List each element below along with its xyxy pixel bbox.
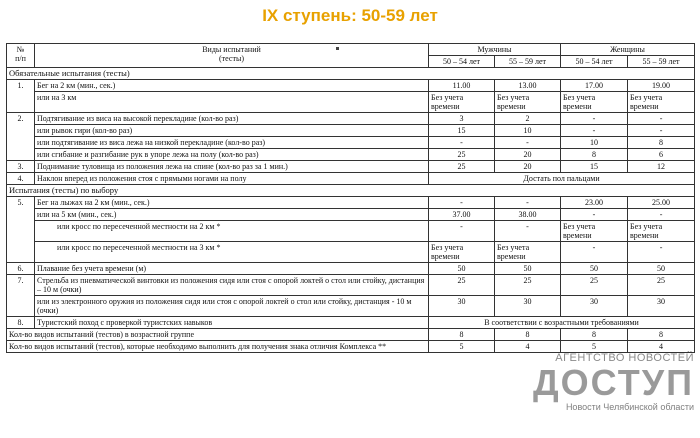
row-num: 5. — [7, 197, 35, 263]
row-num: 8. — [7, 317, 35, 329]
value-m1: Без учета времени — [429, 92, 495, 113]
value-w2: - — [628, 125, 695, 137]
value-m1: 50 — [429, 263, 495, 275]
test-name: или на 5 км (мин., сек.) — [35, 209, 429, 221]
table-row — [7, 221, 695, 242]
value-m1: 11.00 — [429, 80, 495, 92]
table-row — [7, 80, 695, 92]
header-m2: 55 – 59 лет — [495, 56, 561, 68]
header-m1: 50 – 54 лет — [429, 56, 495, 68]
header-women: Женщины — [561, 44, 695, 56]
header-w1: 50 – 54 лет — [561, 56, 628, 68]
test-name: или сгибание и разгибание рук в упоре лежа на полу (кол-во раз) — [35, 149, 429, 161]
value-w2: 30 — [628, 296, 695, 317]
value-m2: 2 — [495, 113, 561, 125]
table-row — [7, 341, 695, 353]
header-num: № п/п — [7, 44, 35, 68]
value-w1: 30 — [561, 296, 628, 317]
value-w2: - — [628, 113, 695, 125]
value-w1: - — [561, 113, 628, 125]
test-name: или на 3 км — [35, 92, 429, 113]
value-m1: 3 — [429, 113, 495, 125]
value-w1: 5 — [561, 341, 628, 353]
value-m2: 25 — [495, 275, 561, 296]
test-name: или из электронного оружия из положения сидя или стоя с опорой локтей о стол или стойку, дистанция - 10 м (очки) — [35, 296, 429, 317]
value-m2: 4 — [495, 341, 561, 353]
value-m1: - — [429, 197, 495, 209]
header-men: Мужчины — [429, 44, 561, 56]
test-name: Бег на лыжах на 2 км (мин., сек.) — [35, 197, 429, 209]
table-row — [7, 149, 695, 161]
test-name: Бег на 2 км (мин., сек.) — [35, 80, 429, 92]
value-w1: - — [561, 242, 628, 263]
value-m1: 30 — [429, 296, 495, 317]
value-w1: - — [561, 125, 628, 137]
news-agency-watermark — [504, 352, 694, 412]
test-name: Туристский поход с проверкой туристских навыков — [35, 317, 429, 329]
value-m1: - — [429, 137, 495, 149]
header-row-1 — [7, 44, 695, 56]
test-name: Стрельба из пневматической винтовки из положения сидя или стоя с опорой локтей о стол или стойку, дистанция – 10 м (очки) — [35, 275, 429, 296]
value-m1: Без учета времени — [429, 242, 495, 263]
row-num: 2. — [7, 113, 35, 161]
value-w1: 10 — [561, 137, 628, 149]
value-m2: 8 — [495, 329, 561, 341]
value-w1: 8 — [561, 149, 628, 161]
table-row — [7, 197, 695, 209]
test-name: Кол-во видов испытаний (тестов), которые необходимо выполнить для получения знака отличия Комплекса ** — [7, 341, 429, 353]
value-m1: 15 — [429, 125, 495, 137]
value-m2: Без учета времени — [495, 242, 561, 263]
table-row — [7, 209, 695, 221]
row-num: 3. — [7, 161, 35, 173]
value-m2: - — [495, 221, 561, 242]
table-row — [7, 125, 695, 137]
test-name: Кол-во видов испытаний (тестов) в возрастной группе — [7, 329, 429, 341]
value-m1: 25 — [429, 275, 495, 296]
value-w2: 8 — [628, 137, 695, 149]
value-m2: 50 — [495, 263, 561, 275]
value-m1: 5 — [429, 341, 495, 353]
section-label: Обязательные испытания (тесты) — [7, 68, 695, 80]
value-m2: - — [495, 137, 561, 149]
value-m1: - — [429, 221, 495, 242]
table-row — [7, 317, 695, 329]
value-m2: 10 — [495, 125, 561, 137]
value-m1: 8 — [429, 329, 495, 341]
value-w2: 19.00 — [628, 80, 695, 92]
section-mandatory — [7, 68, 695, 80]
row-num: 7. — [7, 275, 35, 317]
value-w1: - — [561, 209, 628, 221]
value-m1: 25 — [429, 161, 495, 173]
value-w2: - — [628, 209, 695, 221]
test-name: Подтягивание из виса на высокой перекладине (кол-во раз) — [35, 113, 429, 125]
value-m2: 38.00 — [495, 209, 561, 221]
value-w1: 8 — [561, 329, 628, 341]
value-w1: Без учета времени — [561, 221, 628, 242]
test-name: Плавание без учета времени (м) — [35, 263, 429, 275]
table-row — [7, 113, 695, 125]
value-m2: - — [495, 197, 561, 209]
value-w2: 25 — [628, 275, 695, 296]
test-name: или кросс по пересеченной местности на 2 км * — [35, 221, 429, 242]
table-row — [7, 92, 695, 113]
value-w2: - — [628, 242, 695, 263]
section-optional — [7, 185, 695, 197]
table-row — [7, 137, 695, 149]
value-m2: Без учета времени — [495, 92, 561, 113]
test-name: Поднимание туловища из положения лежа на спине (кол-во раз за 1 мин.) — [35, 161, 429, 173]
value-w2: 50 — [628, 263, 695, 275]
value-w2: 12 — [628, 161, 695, 173]
value-w2: Без учета времени — [628, 92, 695, 113]
table-row — [7, 275, 695, 296]
value-w1: 50 — [561, 263, 628, 275]
table-row — [7, 173, 695, 185]
value-all: В соответствии с возрастными требованиями — [429, 317, 695, 329]
row-num: 4. — [7, 173, 35, 185]
value-w2: 8 — [628, 329, 695, 341]
test-name: или подтягивание из виса лежа на низкой перекладине (кол-во раз) — [35, 137, 429, 149]
test-name: или рывок гири (кол-во раз) — [35, 125, 429, 137]
value-m2: 13.00 — [495, 80, 561, 92]
page-title: IX ступень: 50-59 лет — [262, 6, 438, 25]
value-m1: 25 — [429, 149, 495, 161]
table-row — [7, 296, 695, 317]
value-m2: 20 — [495, 161, 561, 173]
watermark-subtitle: Новости Челябинской области — [565, 402, 694, 412]
value-w1: 25 — [561, 275, 628, 296]
norms-table — [6, 43, 695, 353]
value-all: Достать пол пальцами — [429, 173, 695, 185]
value-w1: 17.00 — [561, 80, 628, 92]
value-w2: 6 — [628, 149, 695, 161]
test-name: Наклон вперед из положения стоя с прямыми ногами на полу — [35, 173, 429, 185]
row-num: 1. — [7, 80, 35, 113]
watermark-brand: ДОСТУП — [532, 362, 694, 403]
value-w1: Без учета времени — [561, 92, 628, 113]
value-m2: 30 — [495, 296, 561, 317]
value-w2: Без учета времени — [628, 221, 695, 242]
table-row — [7, 329, 695, 341]
value-m1: 37.00 — [429, 209, 495, 221]
table-row — [7, 161, 695, 173]
header-tests: Виды испытаний (тесты) — [35, 44, 429, 68]
value-w1: 23.00 — [561, 197, 628, 209]
value-m2: 20 — [495, 149, 561, 161]
value-w2: 25.00 — [628, 197, 695, 209]
test-name: или кросс по пересеченной местности на 3 км * — [35, 242, 429, 263]
table-row — [7, 242, 695, 263]
value-w2: 4 — [628, 341, 695, 353]
table-row — [7, 263, 695, 275]
watermark-agency: АГЕНТСТВО НОВОСТЕЙ — [555, 352, 694, 364]
row-num: 6. — [7, 263, 35, 275]
header-w2: 55 – 59 лет — [628, 56, 695, 68]
value-w1: 15 — [561, 161, 628, 173]
section-label: Испытания (тесты) по выбору — [7, 185, 695, 197]
